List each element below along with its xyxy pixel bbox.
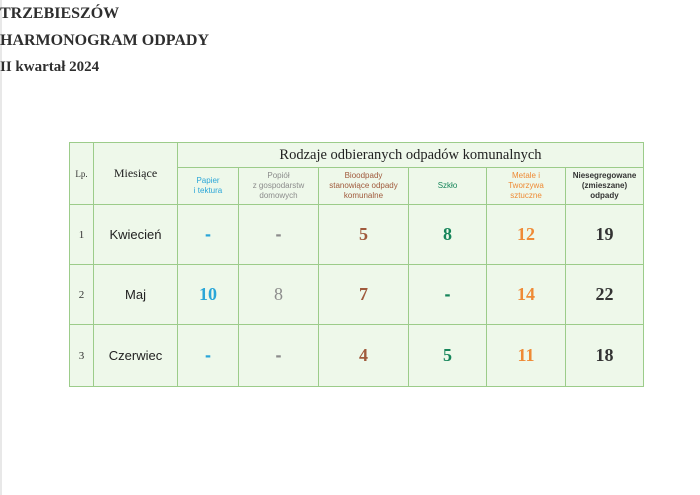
table-row bbox=[70, 325, 644, 387]
row-number: 1 bbox=[70, 205, 94, 265]
value-bio: 4 bbox=[319, 325, 409, 387]
title-period: II kwartał 2024 bbox=[0, 59, 100, 75]
table-row bbox=[70, 265, 644, 325]
value-bio: 5 bbox=[319, 205, 409, 265]
value-ash: - bbox=[239, 205, 319, 265]
value-metals-plastics: 11 bbox=[487, 325, 566, 387]
value-mixed: 22 bbox=[566, 265, 644, 325]
waste-types-header: Rodzaje odbieranych odpadów komunalnych bbox=[178, 143, 644, 168]
value-glass: 8 bbox=[409, 205, 487, 265]
value-metals-plastics: 14 bbox=[487, 265, 566, 325]
schedule-table bbox=[69, 142, 644, 387]
value-mixed: 18 bbox=[566, 325, 644, 387]
value-glass: 5 bbox=[409, 325, 487, 387]
col-header-mixed: Niesegregowane (zmieszane) odpady bbox=[566, 168, 644, 205]
value-paper: - bbox=[178, 205, 239, 265]
table-header-row bbox=[70, 143, 644, 168]
title-schedule: HARMONOGRAM ODPADY bbox=[0, 32, 210, 49]
month-name: Kwiecień bbox=[94, 205, 178, 265]
col-header-bio: Bioodpady stanowiące odpady komunalne bbox=[319, 168, 409, 205]
month-name: Czerwiec bbox=[94, 325, 178, 387]
value-paper: 10 bbox=[178, 265, 239, 325]
value-bio: 7 bbox=[319, 265, 409, 325]
table-row bbox=[70, 205, 644, 265]
value-metals-plastics: 12 bbox=[487, 205, 566, 265]
value-mixed: 19 bbox=[566, 205, 644, 265]
col-header-paper: Papier i tektura bbox=[178, 168, 239, 205]
month-header: Miesiące bbox=[94, 143, 178, 205]
title-location: TRZEBIESZÓW bbox=[0, 5, 120, 22]
month-name: Maj bbox=[94, 265, 178, 325]
col-header-ash: Popiół z gospodarstw domowych bbox=[239, 168, 319, 205]
value-paper: - bbox=[178, 325, 239, 387]
value-ash: 8 bbox=[239, 265, 319, 325]
row-number: 2 bbox=[70, 265, 94, 325]
value-ash: - bbox=[239, 325, 319, 387]
col-header-metals-plastics: Metale i Tworzywa sztuczne bbox=[487, 168, 566, 205]
col-header-glass: Szkło bbox=[409, 168, 487, 205]
lp-header: Lp. bbox=[70, 143, 94, 205]
value-glass: - bbox=[409, 265, 487, 325]
row-number: 3 bbox=[70, 325, 94, 387]
